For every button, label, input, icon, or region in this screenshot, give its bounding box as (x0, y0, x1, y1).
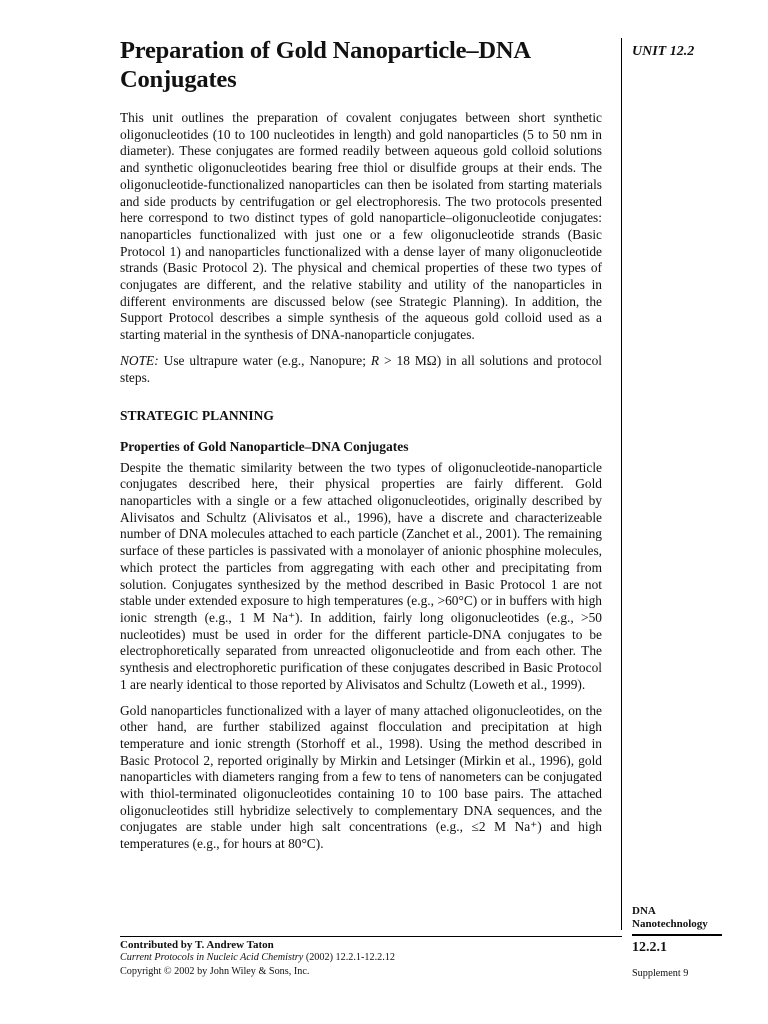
journal-details: (2002) 12.2.1-12.2.12 (303, 952, 395, 963)
section-label-line-2: Nanotechnology (632, 918, 708, 930)
note-text-1: Use ultrapure water (e.g., Nanopure; (158, 352, 371, 368)
intro-paragraph: This unit outlines the preparation of covalent conjugates between short synthetic oligonucleotides (10 to 100 nucleotides in length) and gold nanoparticles (5 to 50 nm in diameter). These conjugates are formed readily between aqueous gold colloid solutions and synthetic oligonucleotides bearing free thiol or disulfide groups at their ends. The oligonucleotide-functionalized nanoparticles can then be isolated from starting materials and side products by centrifugation or gel electrophoresis. The two protocols presented here correspond to two distinct types of gold nanoparticle–oligonucleotide conjugates: nanoparticles functionalized with just one or a few oligonucleotide strands (Basic Protocol 1) and nanoparticles functionalized with a dense layer of many oligonucleotide strands (Basic Protocol 2). The physical and chemical properties of these two types of conjugates are different, and the relative stability and utility of the nanoparticles in different environments are discussed below (see Strategic Planning). In addition, the Support Protocol describes a simple synthesis of the aqueous gold colloid used as a starting material in the synthesis of DNA-nanoparticle conjugates. (120, 110, 602, 343)
properties-paragraph-2: Gold nanoparticles functionalized with a layer of many attached oligonucleotides, on the other hand, are further stabilized against flocculation and precipitation at high temperature and ionic strength (Storhoff et al., 1998). Using the method described in Basic Protocol 2, reported originally by Mirkin and Letsinger (Mirkin et al., 1996), gold nanoparticles with diameters ranging from a few to tens of nanometers can be conjugated with thiol-terminated oligonucleotides containing 10 to 100 base pairs. The attached oligonucleotides still hybridize selectively to complementary DNA sequences, and the conjugates are stable under high salt concentrations (e.g., ≤2 M Na⁺) and high temperatures (e.g., for hours at 80°C). (120, 702, 602, 852)
note-label: NOTE: (120, 352, 159, 368)
supplement-label: Supplement 9 (632, 968, 689, 979)
journal-title: Current Protocols in Nucleic Acid Chemistry (120, 952, 304, 963)
properties-paragraph-1: Despite the thematic similarity between the two types of oligonucleotide-nanoparticle conjugates described here, their physical properties are fairly different. Gold nanoparticles with a single or a few attached oligonucleotides, originally described by Alivisatos and Schultz (Alivisatos et al., 1996), have a discrete and characterizeable number of DNA molecules attached to each particle (Zanchet et al., 2001). The remaining surface of these particles is passivated with a monolayer of anionic phosphine molecules, which protect the particles from aggregating with each other and precipitating from solution. Conjugates synthesized by the method described in Basic Protocol 1 are not stable under extended exposure to high temperatures (e.g., >60°C) or in buffers with high ionic strength (e.g., 1 M Na⁺). In addition, fairly long oligonucleotides (e.g., >50 nucleotides) must be used in order for the different particle-DNA conjugates to be electrophoretically separated from unreacted oligonucleotide and from each other. The synthesis and electrophoretic purification of these conjugates described in Basic Protocol 1 are nearly identical to those reported by Alivisatos and Schultz (Loweth et al., 1999). (120, 459, 602, 692)
unit-label: UNIT 12.2 (632, 44, 695, 59)
subheading-properties: Properties of Gold Nanoparticle–DNA Conjugates (120, 438, 409, 454)
note-text-2: > 18 MΩ) in all solutions and protocol steps. (120, 352, 602, 385)
note-r-symbol: R (370, 352, 380, 368)
section-label (632, 905, 708, 931)
main-text (120, 110, 602, 862)
section-heading-strategic-planning: STRATEGIC PLANNING (120, 408, 274, 424)
page-number: 12.2.1 (632, 940, 667, 955)
margin-divider (621, 38, 622, 930)
section-label-line-1: DNA (632, 905, 656, 917)
contributor-line: Contributed by T. Andrew Taton (120, 939, 274, 951)
copyright-line: Copyright © 2002 by John Wiley & Sons, Inc. (120, 966, 310, 977)
section-rule (632, 934, 722, 936)
footer-divider (120, 936, 622, 937)
note-paragraph (120, 353, 602, 386)
page-title: Preparation of Gold Nanoparticle–DNA Conjugates (120, 37, 530, 93)
journal-citation (120, 952, 395, 963)
